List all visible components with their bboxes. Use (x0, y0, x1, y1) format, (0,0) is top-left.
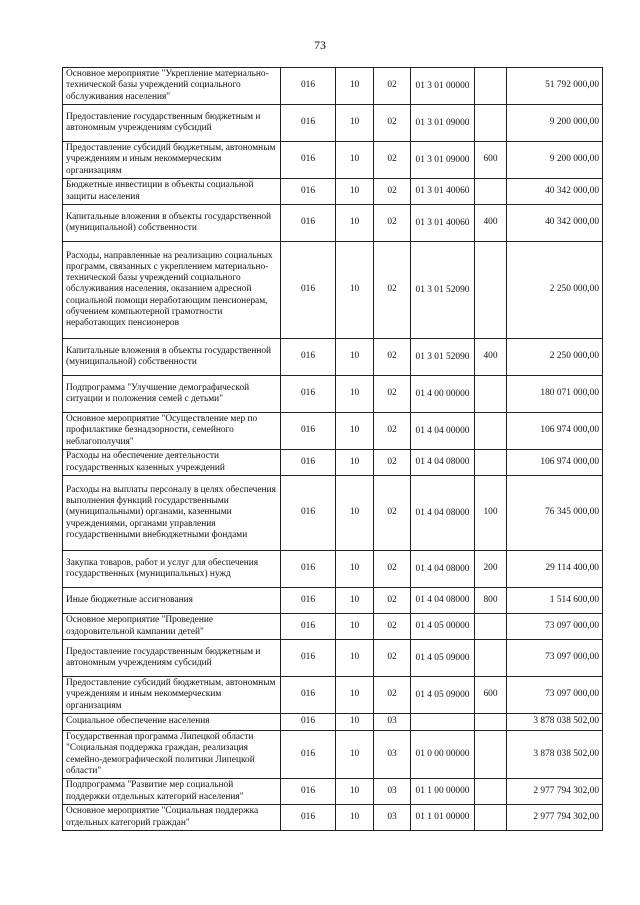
row-expense-type: 400 (475, 339, 507, 376)
row-name: Основное мероприятие "Осуществление мер по профилактике безнадзорности, семейного неблагополучия" (63, 413, 281, 450)
row-ministry-code: 016 (281, 142, 336, 179)
row-subsection-code: 02 (374, 614, 411, 640)
row-target-article: 01 3 01 40060 (411, 179, 475, 205)
row-section-code: 10 (336, 614, 374, 640)
row-name: Предоставление государственным бюджетным и автономным учреждениям субсидий (63, 105, 281, 142)
table-row (63, 714, 603, 731)
row-section-code: 10 (336, 376, 374, 413)
row-amount: 29 114 400,00 (507, 551, 603, 588)
table-row (63, 805, 603, 831)
row-ministry-code: 016 (281, 105, 336, 142)
row-expense-type: 600 (475, 142, 507, 179)
row-amount: 2 977 794 302,00 (507, 805, 603, 831)
table-row (63, 551, 603, 588)
row-section-code: 10 (336, 413, 374, 450)
row-name: Расходы на выплаты персоналу в целях обеспечения выполнения функций государственными (муниципальными) органами, казенными учреждениями, органами управления государственными внебюджетными фондами (63, 476, 281, 551)
row-ministry-code: 016 (281, 588, 336, 614)
row-target-article: 01 4 05 00000 (411, 614, 475, 640)
table-row (63, 205, 603, 242)
row-expense-type (475, 640, 507, 677)
table-row (63, 413, 603, 450)
row-name: Основное мероприятие "Укрепление материально-технической базы учреждений социального обслуживания населения" (63, 68, 281, 105)
table-row (63, 105, 603, 142)
row-section-code: 10 (336, 640, 374, 677)
row-subsection-code: 02 (374, 242, 411, 339)
row-expense-type: 100 (475, 476, 507, 551)
row-ministry-code: 016 (281, 614, 336, 640)
table-row (63, 677, 603, 714)
row-target-article: 01 3 01 00000 (411, 68, 475, 105)
row-name: Капитальные вложения в объекты государственной (муниципальной) собственности (63, 205, 281, 242)
row-name: Государственная программа Липецкой области "Социальная поддержка граждан, реализация семейно-демографической политики Липецкой области" (63, 731, 281, 779)
row-amount: 2 250 000,00 (507, 242, 603, 339)
row-name: Капитальные вложения в объекты государственной (муниципальной) собственности (63, 339, 281, 376)
table-row (63, 179, 603, 205)
row-section-code: 10 (336, 142, 374, 179)
row-target-article: 01 1 00 00000 (411, 779, 475, 805)
row-ministry-code: 016 (281, 551, 336, 588)
row-subsection-code: 02 (374, 142, 411, 179)
row-section-code: 10 (336, 179, 374, 205)
row-ministry-code: 016 (281, 339, 336, 376)
row-subsection-code: 02 (374, 105, 411, 142)
row-ministry-code: 016 (281, 205, 336, 242)
row-target-article: 01 4 00 00000 (411, 376, 475, 413)
row-ministry-code: 016 (281, 476, 336, 551)
row-target-article: 01 4 04 08000 (411, 450, 475, 476)
row-subsection-code: 02 (374, 476, 411, 551)
row-target-article: 01 3 01 52090 (411, 242, 475, 339)
row-target-article: 01 4 04 08000 (411, 588, 475, 614)
row-subsection-code: 02 (374, 68, 411, 105)
row-subsection-code: 03 (374, 731, 411, 779)
row-expense-type (475, 614, 507, 640)
row-amount: 73 097 000,00 (507, 614, 603, 640)
table-row (63, 450, 603, 476)
table-row (63, 376, 603, 413)
row-section-code: 10 (336, 588, 374, 614)
table-row (63, 614, 603, 640)
row-target-article: 01 3 01 40060 (411, 205, 475, 242)
row-subsection-code: 03 (374, 805, 411, 831)
row-section-code: 10 (336, 205, 374, 242)
row-ministry-code: 016 (281, 376, 336, 413)
row-expense-type (475, 714, 507, 731)
row-name: Закупка товаров, работ и услуг для обеспечения государственных (муниципальных) нужд (63, 551, 281, 588)
table-row (63, 242, 603, 339)
row-subsection-code: 02 (374, 179, 411, 205)
page-number: 73 (314, 38, 326, 52)
row-amount: 40 342 000,00 (507, 205, 603, 242)
row-subsection-code: 02 (374, 205, 411, 242)
row-subsection-code: 02 (374, 450, 411, 476)
row-name: Предоставление субсидий бюджетным, автономным учреждениям и иным некоммерческим организациям (63, 142, 281, 179)
row-target-article: 01 3 01 52090 (411, 339, 475, 376)
row-ministry-code: 016 (281, 242, 336, 339)
row-amount: 9 200 000,00 (507, 105, 603, 142)
row-expense-type (475, 242, 507, 339)
row-target-article: 01 3 01 09000 (411, 105, 475, 142)
row-section-code: 10 (336, 551, 374, 588)
row-section-code: 10 (336, 779, 374, 805)
row-amount: 2 250 000,00 (507, 339, 603, 376)
row-subsection-code: 03 (374, 779, 411, 805)
table-row (63, 68, 603, 105)
row-expense-type (475, 179, 507, 205)
row-expense-type (475, 450, 507, 476)
table-row (63, 779, 603, 805)
row-amount: 106 974 000,00 (507, 413, 603, 450)
row-expense-type (475, 805, 507, 831)
row-expense-type (475, 779, 507, 805)
row-section-code: 10 (336, 242, 374, 339)
row-amount: 106 974 000,00 (507, 450, 603, 476)
row-expense-type: 400 (475, 205, 507, 242)
row-expense-type: 200 (475, 551, 507, 588)
row-ministry-code: 016 (281, 779, 336, 805)
row-section-code: 10 (336, 677, 374, 714)
row-amount: 9 200 000,00 (507, 142, 603, 179)
row-subsection-code: 02 (374, 413, 411, 450)
row-amount: 180 071 000,00 (507, 376, 603, 413)
table-row (63, 142, 603, 179)
row-name: Предоставление государственным бюджетным и автономным учреждениям субсидий (63, 640, 281, 677)
row-amount: 51 792 000,00 (507, 68, 603, 105)
row-section-code: 10 (336, 68, 374, 105)
row-amount: 1 514 600,00 (507, 588, 603, 614)
row-ministry-code: 016 (281, 450, 336, 476)
table-row (63, 339, 603, 376)
row-amount: 2 977 794 302,00 (507, 779, 603, 805)
row-target-article: 01 4 04 00000 (411, 413, 475, 450)
row-ministry-code: 016 (281, 805, 336, 831)
row-target-article: 01 1 01 00000 (411, 805, 475, 831)
row-expense-type (475, 105, 507, 142)
row-section-code: 10 (336, 714, 374, 731)
row-ministry-code: 016 (281, 714, 336, 731)
row-ministry-code: 016 (281, 731, 336, 779)
row-subsection-code: 02 (374, 376, 411, 413)
row-name: Иные бюджетные ассигнования (63, 588, 281, 614)
row-section-code: 10 (336, 450, 374, 476)
row-name: Основное мероприятие "Проведение оздоровительной кампании детей" (63, 614, 281, 640)
row-target-article: 01 4 05 09000 (411, 677, 475, 714)
row-expense-type: 800 (475, 588, 507, 614)
row-name: Предоставление субсидий бюджетным, автономным учреждениям и иным некоммерческим организациям (63, 677, 281, 714)
row-expense-type (475, 731, 507, 779)
row-target-article: 01 3 01 09000 (411, 142, 475, 179)
row-expense-type (475, 68, 507, 105)
row-amount: 3 878 038 502,00 (507, 731, 603, 779)
row-target-article: 01 4 05 09000 (411, 640, 475, 677)
row-section-code: 10 (336, 731, 374, 779)
row-section-code: 10 (336, 805, 374, 831)
table-row (63, 588, 603, 614)
row-subsection-code: 02 (374, 551, 411, 588)
table-row (63, 476, 603, 551)
row-ministry-code: 016 (281, 677, 336, 714)
row-amount: 40 342 000,00 (507, 179, 603, 205)
row-target-article: 01 0 00 00000 (411, 731, 475, 779)
row-name: Основное мероприятие "Социальная поддержка отдельных категорий граждан" (63, 805, 281, 831)
row-subsection-code: 02 (374, 640, 411, 677)
table-row (63, 731, 603, 779)
row-expense-type (475, 413, 507, 450)
table-body (63, 68, 603, 831)
row-subsection-code: 03 (374, 714, 411, 731)
row-section-code: 10 (336, 339, 374, 376)
budget-table (62, 67, 603, 831)
row-amount: 73 097 000,00 (507, 640, 603, 677)
row-subsection-code: 02 (374, 677, 411, 714)
row-name: Расходы на обеспечение деятельности государственных казенных учреждений (63, 450, 281, 476)
row-subsection-code: 02 (374, 588, 411, 614)
row-expense-type: 600 (475, 677, 507, 714)
row-name: Расходы, направленные на реализацию социальных программ, связанных с укреплением материально-технической базы учреждений социального обслуживания населения, оказанием адресной социальной помощи неработающим пенсионерам, обучением компьютерной грамотности неработающих пенсионеров (63, 242, 281, 339)
row-ministry-code: 016 (281, 640, 336, 677)
row-name: Социальное обеспечение населения (63, 714, 281, 731)
row-name: Подпрограмма "Развитие мер социальной поддержки отдельных категорий населения" (63, 779, 281, 805)
table-row (63, 640, 603, 677)
row-target-article: 01 4 04 08000 (411, 551, 475, 588)
row-subsection-code: 02 (374, 339, 411, 376)
row-name: Бюджетные инвестиции в объекты социальной защиты населения (63, 179, 281, 205)
row-ministry-code: 016 (281, 179, 336, 205)
row-section-code: 10 (336, 105, 374, 142)
row-target-article: 01 4 04 08000 (411, 476, 475, 551)
row-amount: 73 097 000,00 (507, 677, 603, 714)
row-section-code: 10 (336, 476, 374, 551)
row-target-article (411, 714, 475, 731)
row-name: Подпрограмма "Улучшение демографической ситуации и положения семей с детьми" (63, 376, 281, 413)
row-amount: 76 345 000,00 (507, 476, 603, 551)
row-ministry-code: 016 (281, 68, 336, 105)
row-ministry-code: 016 (281, 413, 336, 450)
row-amount: 3 878 038 502,00 (507, 714, 603, 731)
row-expense-type (475, 376, 507, 413)
